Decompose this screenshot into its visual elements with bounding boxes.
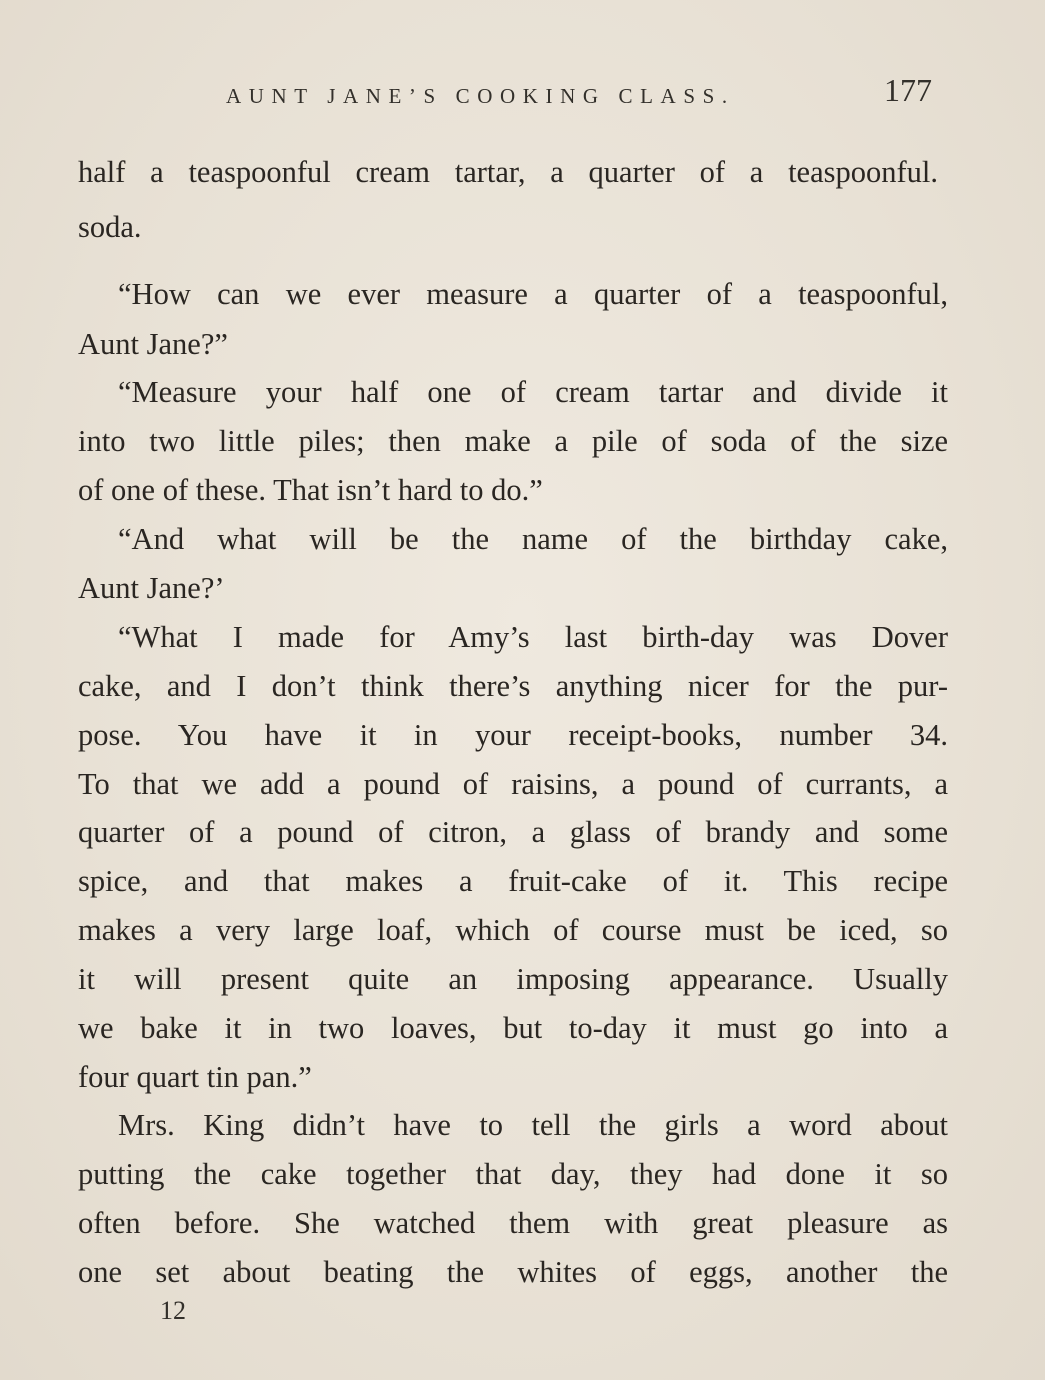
text-line: four quart tin pan.” <box>78 1060 312 1094</box>
text-line: makes a very large loaf, which of course must be iced, so <box>78 913 948 947</box>
text-line: “How can we ever measure a quarter of a teaspoonful, <box>118 277 948 311</box>
text-line: putting the cake together that day, they had done it so <box>78 1157 948 1191</box>
text-line: “What I made for Amy’s last birth-day was Dover <box>118 620 948 654</box>
text-line: often before. She watched them with great pleasure as <box>78 1206 948 1240</box>
text-line: spice, and that makes a fruit-cake of it. This recipe <box>78 864 948 898</box>
text-line: into two little piles; then make a pile of soda of the size <box>78 424 948 458</box>
text-line: we bake it in two loaves, but to-day it must go into a <box>78 1011 948 1045</box>
text-line: one set about beating the whites of eggs, another the <box>78 1255 948 1289</box>
text-line: pose. You have it in your receipt-books, number 34. <box>78 718 948 752</box>
page-number: 177 <box>884 72 932 108</box>
signature-mark: 12 <box>160 1296 186 1325</box>
text-line: cake, and I don’t think there’s anything nicer for the pur- <box>78 669 948 703</box>
text-line: soda. <box>78 210 142 244</box>
text-line: quarter of a pound of citron, a glass of brandy and some <box>78 815 948 849</box>
text-line: To that we add a pound of raisins, a pound of currants, a <box>78 767 948 801</box>
text-line: of one of these. That isn’t hard to do.” <box>78 473 543 507</box>
text-line: “Measure your half one of cream tartar and divide it <box>118 375 948 409</box>
running-title: AUNT JANE’S COOKING CLASS. <box>226 84 735 108</box>
text-line: “And what will be the name of the birthday cake, <box>118 522 948 556</box>
text-line: it will present quite an imposing appearance. Usually <box>78 962 948 996</box>
text-line: half a teaspoonful cream tartar, a quarter of a teaspoonful. <box>78 155 938 189</box>
text-line: Aunt Jane?” <box>78 327 228 361</box>
text-line: Aunt Jane?’ <box>78 571 225 605</box>
text-line: Mrs. King didn’t have to tell the girls a word about <box>118 1108 948 1142</box>
